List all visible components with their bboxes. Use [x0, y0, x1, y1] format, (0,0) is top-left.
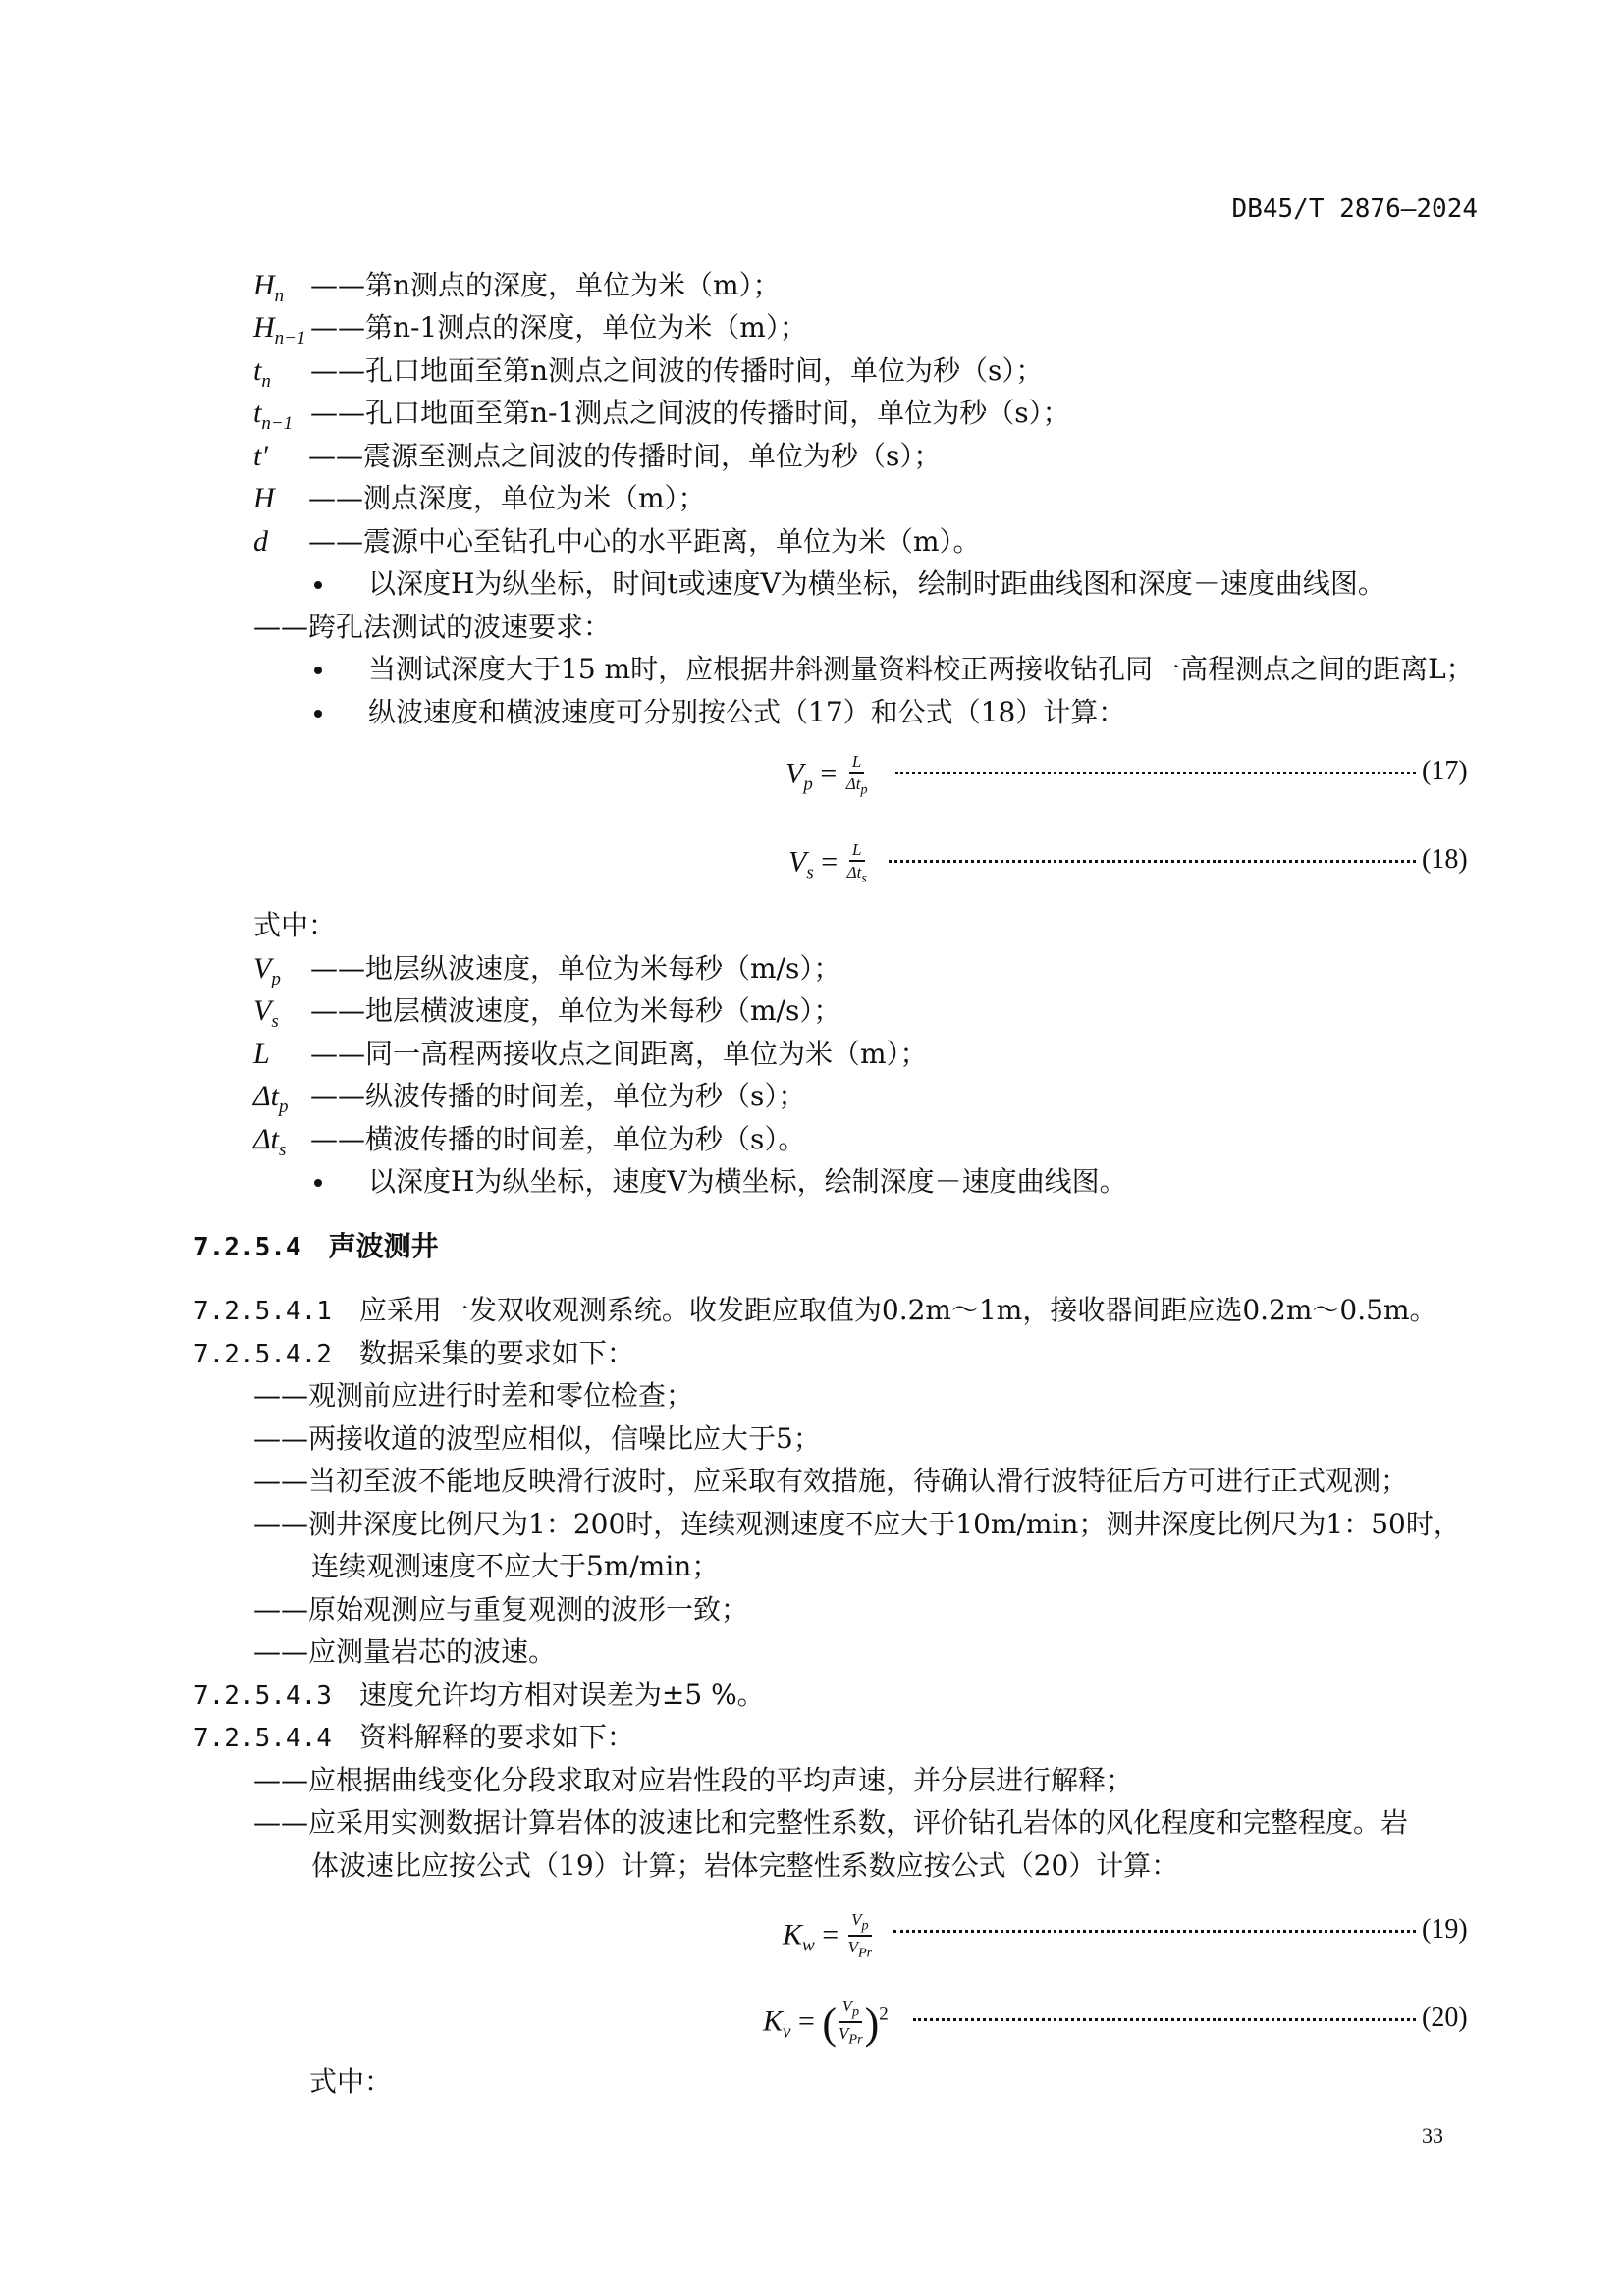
definition-item [253, 353, 1043, 400]
document-id-header: DB45/T 2876—2024 [1231, 194, 1478, 224]
equation-number: (18) [1422, 844, 1468, 875]
clause-7-2-5-4-4: 7.2.5.4.4 资料解释的要求如下： [193, 1721, 634, 1753]
definition-item: $V_s$ ——地层横波速度，单位为米每秒（m/s）； [253, 993, 840, 1040]
equation-20: $K_v$ = ( $\frac{V_p}{V_{Pr}}$ )$^2$ (20) [763, 1997, 1468, 2048]
definition-item [253, 481, 706, 516]
equation-number: (19) [1422, 1914, 1468, 1945]
bullet-item: 纵波速度和横波速度可分别按公式（17）和公式（18）计算： [368, 695, 1125, 730]
definition-text: ——震源至测点之间波的传播时间，单位为秒（s）； [308, 440, 942, 472]
equation-number: (20) [1422, 2002, 1468, 2033]
symbol: t′ [253, 440, 268, 472]
definition-item: $\Delta t_p$ ——纵波传播的时间差，单位为秒（s）； [253, 1079, 805, 1125]
definition-text: ——第n-1测点的深度，单位为米（m）； [310, 311, 807, 344]
definition-item: L ——同一高程两接收点之间距离，单位为米（m）； [253, 1038, 928, 1070]
page-number: 33 [1422, 2123, 1443, 2148]
symbol: d [253, 525, 268, 558]
bullet-item: 以深度H为纵坐标，速度V为横坐标，绘制深度－速度曲线图。 [368, 1164, 1127, 1200]
section-heading: 7.2.5.4 声波测井 [193, 1230, 439, 1262]
symbol: $\Delta t_s$ [253, 1123, 287, 1160]
list-item: ——应采用实测数据计算岩体的波速比和完整性系数，评价钻孔岩体的风化程度和完整程度。岩 [253, 1806, 1409, 1839]
definition-item: $V_p$ ——地层纵波速度，单位为米每秒（m/s）； [253, 951, 840, 997]
bullet-icon [314, 1179, 322, 1187]
clause-7-2-5-4-1: 7.2.5.4.1 应采用一发双收观测系统。收发距应取值为0.2m～1m，接收器间距应选0.2m～0.5m。 [193, 1294, 1437, 1326]
equation-18: $V_s$ = $\frac{L}{\Delta t_s}$ (18) [788, 840, 1468, 886]
list-item: ——应根据曲线变化分段求取对应岩性段的平均声速，并分层进行解释； [253, 1764, 1134, 1796]
definition-text: ——测点深度，单位为米（m）； [308, 482, 706, 514]
list-item: ——测井深度比例尺为1：200时，连续观测速度不应大于10m/min；测井深度比例尺为1：50时， [253, 1508, 1461, 1540]
bullet-item: 以深度H为纵坐标，时间t或速度V为横坐标，绘制时距曲线图和深度－速度曲线图。 [368, 566, 1385, 602]
bullet-icon [314, 710, 322, 718]
symbol: $V_p$ [253, 952, 281, 989]
list-item-continuation: 体波速比应按公式（19）计算；岩体完整性系数应按公式（20）计算： [311, 1849, 1179, 1882]
definition-item: $\Delta t_s$ ——横波传播的时间差，单位为秒（s）。 [253, 1122, 805, 1168]
clause-7-2-5-4-2: 7.2.5.4.2 数据采集的要求如下： [193, 1337, 634, 1369]
list-item-continuation: 连续观测速度不应大于5m/min； [311, 1550, 720, 1582]
definition-text: ——第n测点的深度，单位为米（m）； [310, 269, 781, 301]
dot-leader [913, 2018, 1416, 2021]
definition-text: ——孔口地面至第n-1测点之间波的传播时间，单位为秒（s）； [310, 397, 1070, 429]
bullet-item: 当测试深度大于15 m时，应根据井斜测量资料校正两接收钻孔同一高程测点之间的距离L； [368, 652, 1474, 687]
definition-item [253, 396, 1070, 442]
symbol: H [253, 482, 275, 514]
equation-17: $V_p$ = $\frac{L}{\Delta t_p}$ (17) [785, 752, 1468, 798]
where-label: 式中： [253, 909, 337, 941]
definition-item [253, 439, 941, 474]
symbol: $t_n$ [253, 354, 271, 392]
symbol: $V_s$ [253, 994, 279, 1032]
list-item: ——两接收道的波型应相似，信噪比应大于5； [253, 1422, 821, 1455]
list-item: ——观测前应进行时差和零位检查； [253, 1379, 694, 1412]
dot-leader [893, 1930, 1416, 1933]
list-item: ——当初至波不能地反映滑行波时，应采取有效措施，待确认滑行波特征后方可进行正式观测； [253, 1465, 1409, 1497]
dot-leader [889, 860, 1416, 863]
definition-text: ——震源中心至钻孔中心的水平距离，单位为米（m）。 [308, 525, 981, 558]
list-item: ——应测量岩芯的波速。 [253, 1635, 557, 1668]
symbol: $t_{n-1}$ [253, 397, 294, 434]
clause-7-2-5-4-3: 7.2.5.4.3 速度允许均方相对误差为±5 %。 [193, 1679, 765, 1711]
where-label: 式中： [309, 2065, 393, 2098]
symbol: L [253, 1038, 270, 1070]
symbol: $H_n$ [253, 269, 285, 306]
definition-text: ——孔口地面至第n测点之间波的传播时间，单位为秒（s）； [310, 354, 1044, 387]
definition-item [253, 310, 807, 356]
symbol: $\Delta t_p$ [253, 1080, 289, 1117]
bullet-icon [314, 581, 322, 589]
equation-number: (17) [1422, 756, 1468, 786]
definition-item [253, 268, 781, 314]
list-item: ——原始观测应与重复观测的波形一致； [253, 1593, 749, 1626]
bullet-icon [314, 667, 322, 674]
equation-19: $K_w$ = $\frac{V_p}{V_{Pr}}$ (19) [783, 1910, 1468, 1961]
dot-leader [895, 772, 1416, 774]
crosshole-heading: ——跨孔法测试的波速要求： [253, 611, 612, 643]
definition-item [253, 524, 981, 560]
symbol: $H_{n-1}$ [253, 311, 306, 348]
